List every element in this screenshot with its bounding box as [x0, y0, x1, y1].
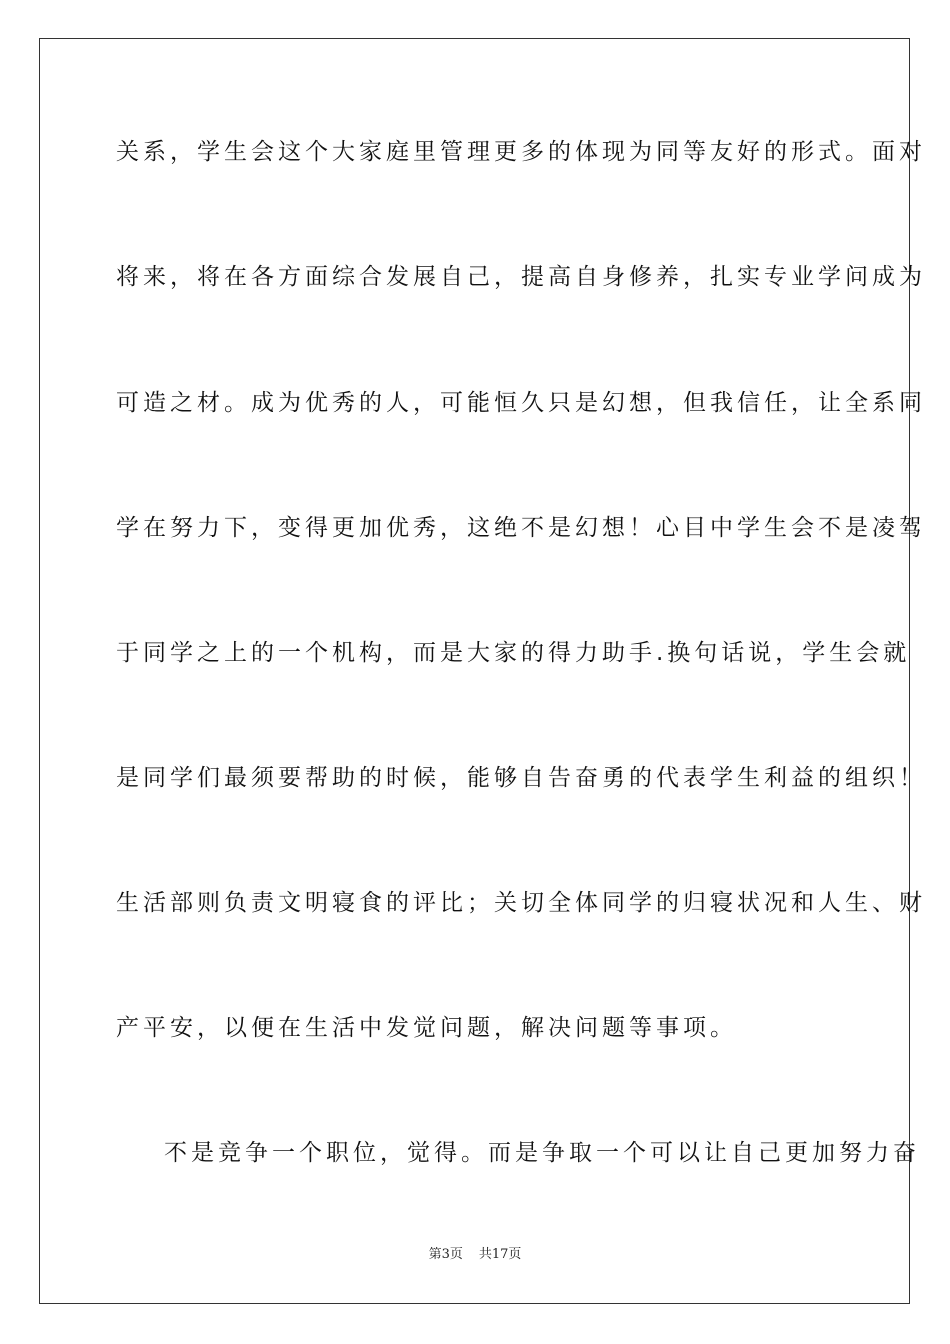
page-footer: [0, 1246, 950, 1264]
body-text-line: 学在努力下，变得更加优秀，这绝不是幻想！心目中学生会不是凌驾: [116, 515, 926, 541]
body-text-line: 于同学之上的一个机构，而是大家的得力助手.换句话说，学生会就: [116, 640, 911, 666]
body-text-line: 关系，学生会这个大家庭里管理更多的体现为同等友好的形式。面对: [116, 139, 926, 165]
paragraph-first-line: 不是竞争一个职位，觉得。而是争取一个可以让自己更加努力奋: [164, 1140, 920, 1166]
body-text-line: 产平安，以便在生活中发觉问题，解决问题等事项。: [116, 1015, 737, 1041]
body-text-line: 生活部则负责文明寝食的评比；关切全体同学的归寝状况和人生、财: [116, 890, 926, 916]
body-text-line: 可造之材。成为优秀的人，可能恒久只是幻想，但我信任，让全系同: [116, 390, 926, 416]
page-border: [39, 38, 926, 1304]
body-text-line: 是同学们最须要帮助的时候，能够自告奋勇的代表学生利益的组织！: [116, 765, 926, 791]
page-number: 第3页: [428, 1247, 463, 1262]
body-text-line: 将来，将在各方面综合发展自己，提高自身修养，扎实专业学问成为: [116, 264, 926, 290]
total-pages: 共17页: [478, 1247, 522, 1262]
